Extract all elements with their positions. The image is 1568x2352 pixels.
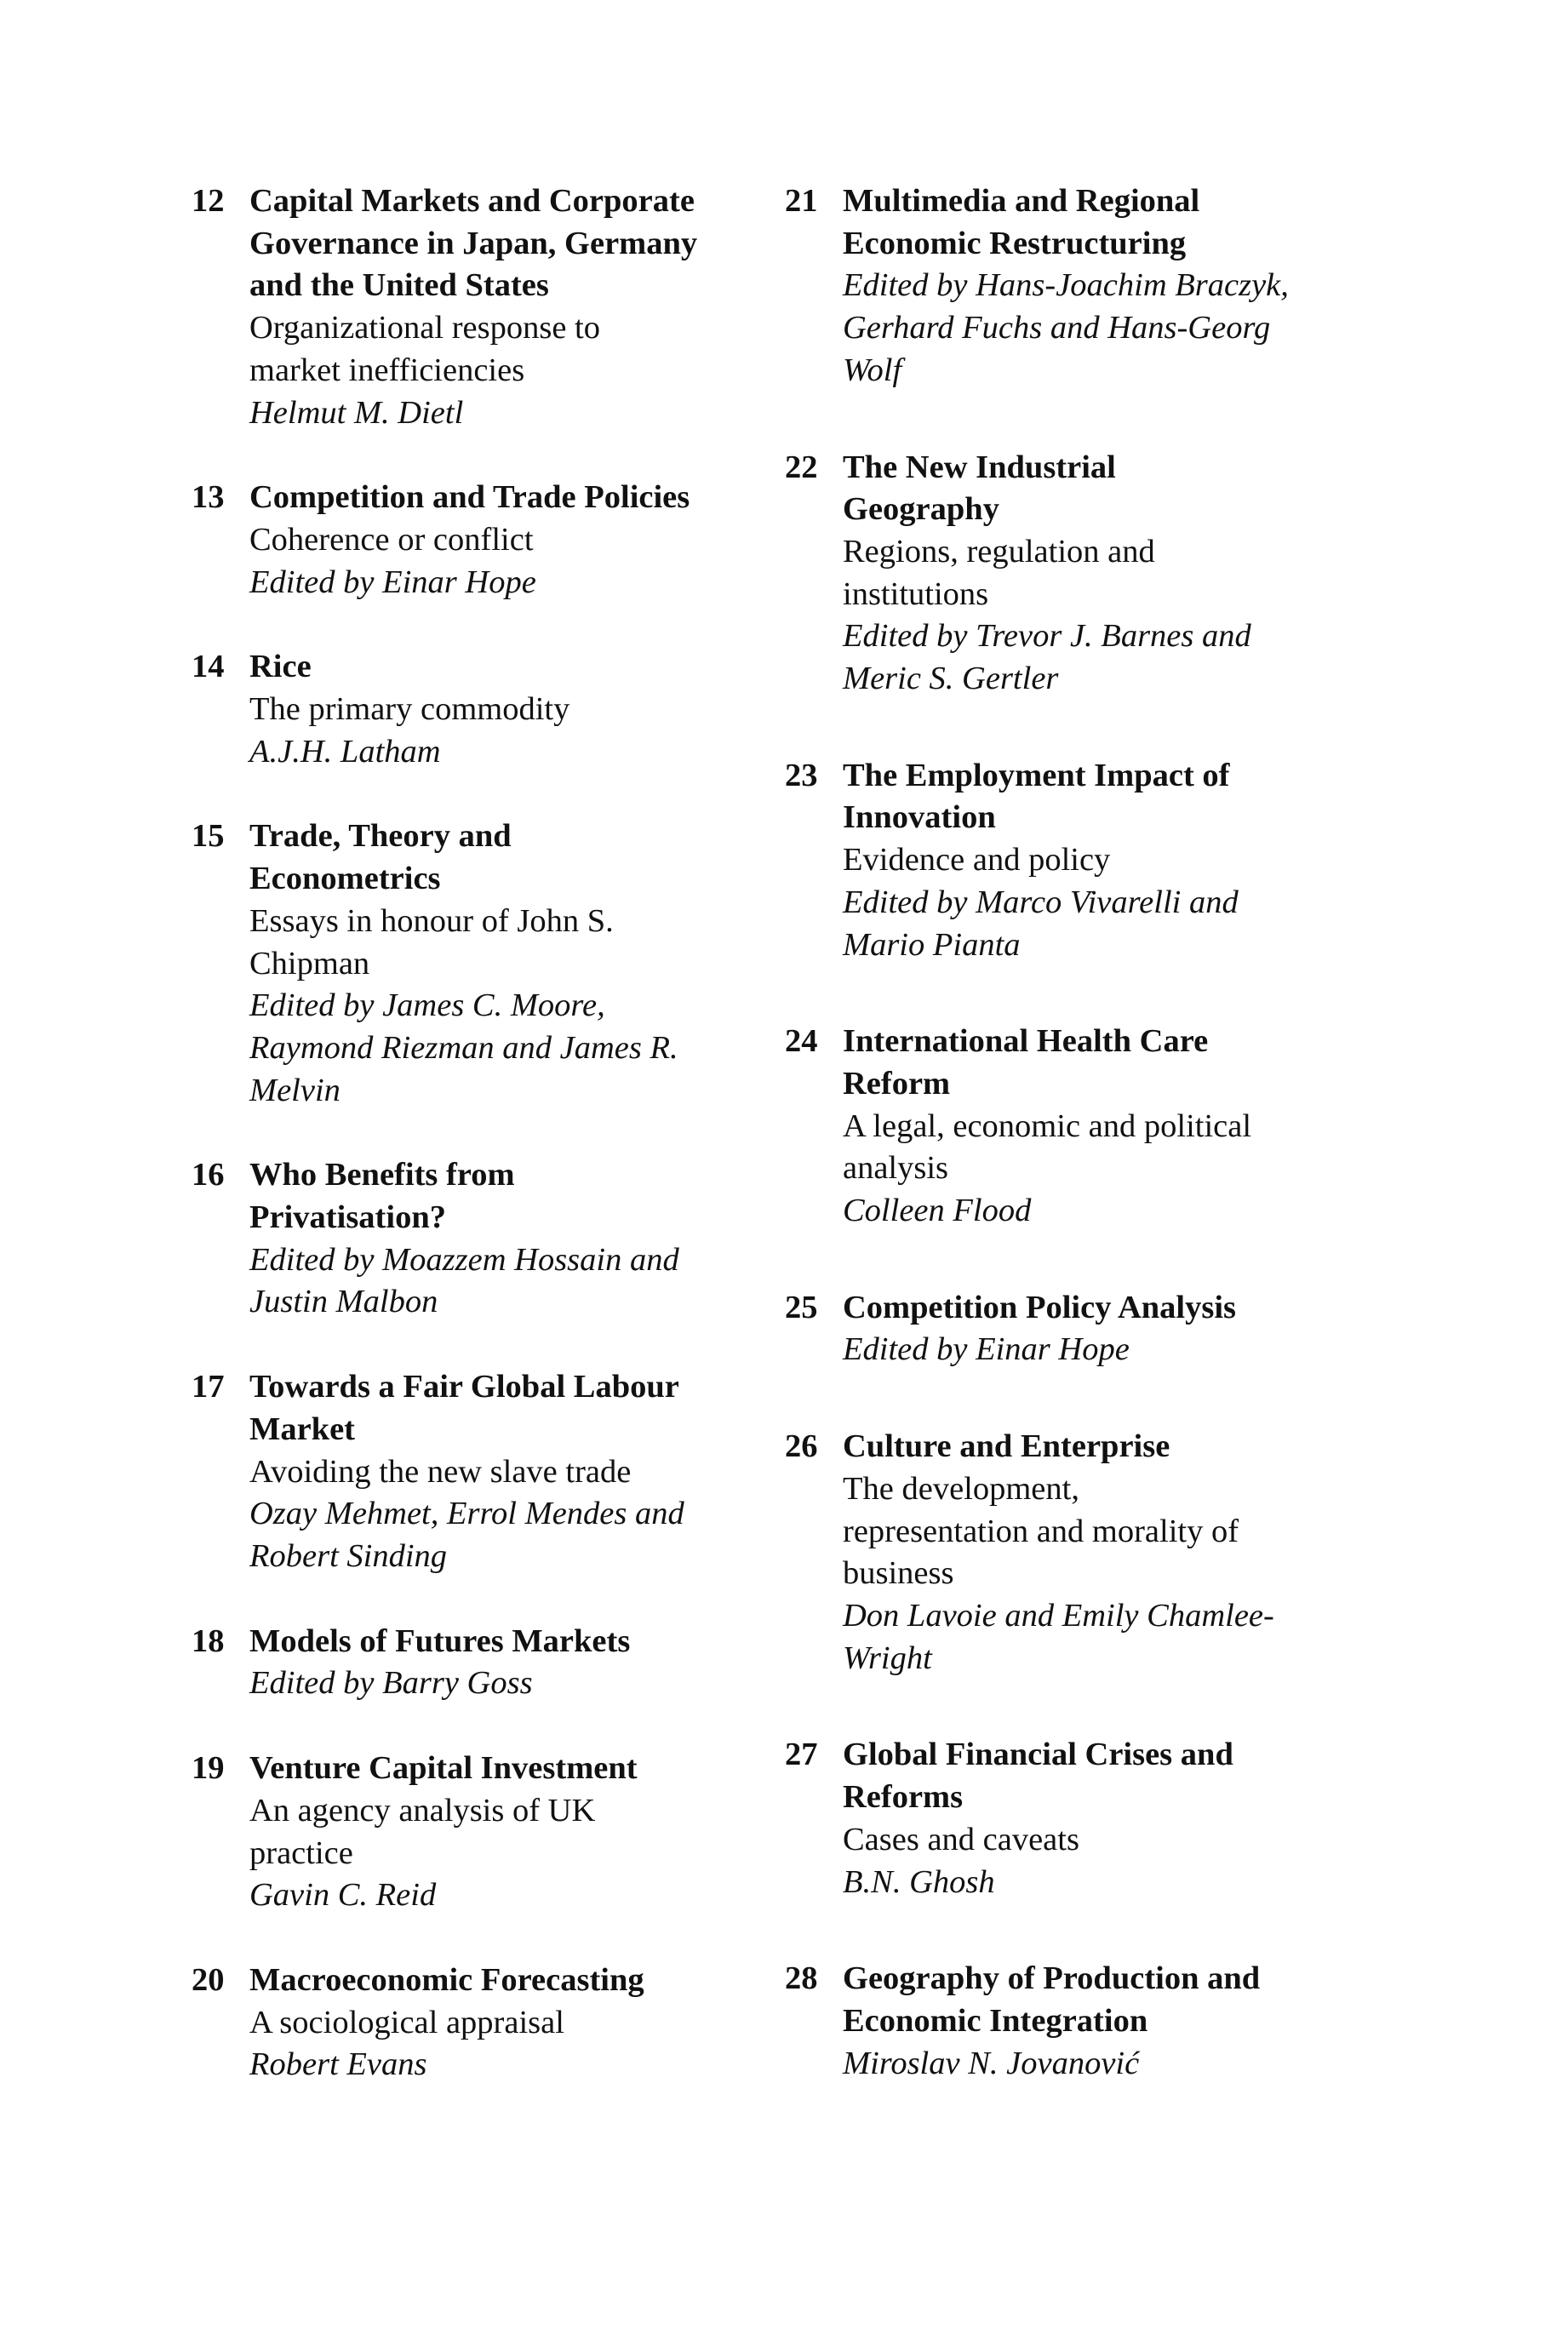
entry-author <box>249 392 770 435</box>
entry-title-line: Economic Restructuring <box>843 225 1187 261</box>
entry-title-line: Reforms <box>843 1779 964 1816</box>
entry-number: 27 <box>785 1737 818 1773</box>
entry-subtitle-line: Evidence and policy <box>843 842 1111 878</box>
entry-subtitle-line: representation and morality of <box>843 1513 1239 1549</box>
entry-number: 13 <box>192 479 225 516</box>
entry-title-line: Innovation <box>843 799 996 836</box>
entry-subtitle <box>249 689 770 731</box>
entry-subtitle-line: An agency analysis of UK <box>249 1792 596 1828</box>
entry-subtitle-line: A sociological appraisal <box>249 2004 564 2040</box>
entry-subtitle-line: Organizational response to <box>249 310 600 346</box>
entry-title <box>249 815 770 900</box>
entry-author <box>249 562 770 604</box>
entry-author <box>249 1874 770 1917</box>
entry-author-line: Edited by Marco Vivarelli and <box>843 884 1239 920</box>
entry-number: 26 <box>785 1428 818 1465</box>
entry-subtitle-line: Cases and caveats <box>843 1821 1079 1857</box>
entry-title-line: Competition and Trade Policies <box>249 479 690 516</box>
series-entry <box>192 646 770 773</box>
entry-title <box>249 1366 770 1451</box>
entry-number: 24 <box>785 1023 818 1060</box>
entry-author <box>843 1862 1398 1904</box>
entry-author <box>249 1239 770 1324</box>
entry-number: 16 <box>192 1157 225 1193</box>
entry-title-line: The New Industrial <box>843 449 1116 485</box>
entry-subtitle <box>249 901 770 985</box>
entry-author-line: Robert Sinding <box>249 1537 448 1574</box>
entry-author-line: Justin Malbon <box>249 1284 438 1320</box>
entry-number: 23 <box>785 757 818 793</box>
entry-title <box>249 1621 770 1663</box>
series-entry <box>192 1621 770 1705</box>
entry-author-line: Edited by Einar Hope <box>249 564 536 600</box>
entry-author-line: Edited by Einar Hope <box>843 1331 1130 1368</box>
entry-title-line: Rice <box>249 649 312 685</box>
entry-author <box>843 882 1398 966</box>
entry-subtitle <box>843 531 1398 615</box>
series-entry <box>192 180 770 434</box>
entry-subtitle-line: practice <box>249 1834 353 1871</box>
entry-author-line: Gavin C. Reid <box>249 1877 437 1914</box>
entry-author-line: Edited by Trevor J. Barnes and <box>843 618 1251 655</box>
entry-author-line: Edited by Hans-Joachim Braczyk, <box>843 267 1289 304</box>
entry-number: 20 <box>192 1961 225 1998</box>
entry-author-line: Ozay Mehmet, Errol Mendes and <box>249 1496 684 1532</box>
entry-title-line: Geography <box>843 491 999 528</box>
entry-title-line: The Employment Impact of <box>843 757 1230 793</box>
entry-number: 12 <box>192 183 225 219</box>
entry-title <box>249 477 770 519</box>
entry-title-line: Governance in Japan, Germany <box>249 225 698 261</box>
entry-subtitle <box>843 839 1398 882</box>
entry-subtitle-line: A legal, economic and political <box>843 1107 1252 1144</box>
series-entry <box>785 180 1398 392</box>
entry-author-line: Mario Pianta <box>843 926 1021 963</box>
series-entry <box>785 1021 1398 1233</box>
entry-subtitle <box>843 1106 1398 1190</box>
entry-number: 21 <box>785 183 818 219</box>
series-entry <box>192 1748 770 1917</box>
entry-title <box>843 447 1398 531</box>
entry-title <box>249 646 770 689</box>
entry-number: 28 <box>785 1960 818 1997</box>
entry-title <box>249 1154 770 1239</box>
entry-title-line: and the United States <box>249 267 549 304</box>
series-entry <box>785 1958 1398 2085</box>
entry-author-line: Helmut M. Dietl <box>249 394 464 431</box>
entry-author-line: Wolf <box>843 352 902 388</box>
entry-number: 25 <box>785 1289 818 1325</box>
entry-number: 22 <box>785 449 818 485</box>
entry-title-line: Capital Markets and Corporate <box>249 183 695 219</box>
entry-title-line: International Health Care <box>843 1023 1209 1060</box>
entry-title-line: Macroeconomic Forecasting <box>249 1961 644 1998</box>
entry-author <box>843 1329 1398 1371</box>
entry-subtitle <box>249 1790 770 1874</box>
entry-title-line: Who Benefits from <box>249 1157 515 1193</box>
entry-title <box>249 1960 770 2002</box>
entry-title <box>843 1426 1398 1468</box>
entry-subtitle-line: Regions, regulation and <box>843 533 1155 569</box>
entry-subtitle-line: Coherence or conflict <box>249 521 534 558</box>
entry-subtitle-line: analysis <box>843 1150 949 1187</box>
entry-title-line: Geography of Production and <box>843 1960 1261 1997</box>
entry-author-line: Edited by Barry Goss <box>249 1665 533 1702</box>
entry-title-line: Models of Futures Markets <box>249 1622 631 1659</box>
entry-subtitle-line: business <box>843 1555 954 1592</box>
entry-author-line: Edited by James C. Moore, <box>249 987 605 1024</box>
entry-author <box>843 2043 1398 2086</box>
entry-title <box>843 755 1398 839</box>
entry-author-line: A.J.H. Latham <box>249 733 441 770</box>
entry-author-line: Wright <box>843 1640 932 1676</box>
entry-author <box>843 615 1398 700</box>
series-entry <box>785 1426 1398 1680</box>
entry-subtitle-line: Essays in honour of John S. <box>249 902 614 939</box>
entry-author <box>843 1595 1398 1680</box>
entry-author-line: Edited by Moazzem Hossain and <box>249 1241 679 1278</box>
series-entry <box>192 1960 770 2086</box>
entry-author-line: Don Lavoie and Emily Chamlee- <box>843 1597 1274 1634</box>
entry-author <box>249 1662 770 1705</box>
series-list-right-column <box>785 180 1398 2139</box>
series-entry <box>192 1154 770 1324</box>
entry-author-line: Miroslav N. Jovanović <box>843 2045 1140 2081</box>
entry-title <box>843 1021 1398 1105</box>
entry-title <box>249 180 770 307</box>
entry-author-line: Robert Evans <box>249 2046 427 2083</box>
series-entry <box>785 755 1398 967</box>
entry-subtitle-line: Chipman <box>249 945 370 981</box>
entry-title <box>843 1958 1398 2042</box>
entry-subtitle <box>843 1819 1398 1862</box>
entry-subtitle <box>843 1468 1398 1595</box>
entry-author <box>249 2044 770 2086</box>
entry-title-line: Market <box>249 1411 355 1447</box>
entry-subtitle-line: market inefficiencies <box>249 352 525 388</box>
entry-number: 17 <box>192 1369 225 1405</box>
entry-subtitle <box>249 519 770 562</box>
entry-author <box>249 985 770 1112</box>
entry-subtitle-line: institutions <box>843 575 989 612</box>
entry-subtitle-line: The primary commodity <box>249 691 570 728</box>
entry-title-line: Towards a Fair Global Labour <box>249 1369 679 1405</box>
entry-subtitle-line: The development, <box>843 1470 1079 1507</box>
series-entry <box>192 815 770 1112</box>
entry-title-line: Venture Capital Investment <box>249 1750 638 1787</box>
entry-subtitle <box>249 1451 770 1494</box>
series-entry <box>785 447 1398 701</box>
entry-author-line: B.N. Ghosh <box>843 1863 995 1900</box>
entry-title-line: Reform <box>843 1065 951 1102</box>
entry-author-line: Meric S. Gertler <box>843 661 1059 697</box>
entry-author <box>249 1493 770 1577</box>
entry-number: 14 <box>192 649 225 685</box>
entry-author <box>843 1190 1398 1233</box>
entry-subtitle <box>249 2002 770 2045</box>
entry-subtitle <box>249 307 770 392</box>
entry-title-line: Econometrics <box>249 861 441 897</box>
entry-title <box>249 1748 770 1790</box>
entry-number: 19 <box>192 1750 225 1787</box>
entry-title-line: Economic Integration <box>843 2002 1148 2039</box>
series-entry <box>192 1366 770 1578</box>
entry-title-line: Culture and Enterprise <box>843 1428 1170 1465</box>
entry-title <box>843 1734 1398 1818</box>
entry-number: 15 <box>192 818 225 855</box>
entry-title-line: Privatisation? <box>249 1199 446 1236</box>
entry-number: 18 <box>192 1622 225 1659</box>
entry-author-line: Colleen Flood <box>843 1193 1032 1229</box>
entry-title <box>843 180 1398 265</box>
entry-title-line: Competition Policy Analysis <box>843 1289 1237 1325</box>
series-list-left-column <box>192 180 770 2129</box>
series-entry <box>785 1734 1398 1903</box>
series-entry <box>192 477 770 604</box>
entry-author-line: Melvin <box>249 1072 340 1108</box>
entry-title-line: Global Financial Crises and <box>843 1737 1233 1773</box>
entry-author-line: Gerhard Fuchs and Hans-Georg <box>843 310 1271 346</box>
series-entry <box>785 1287 1398 1371</box>
entry-author <box>249 731 770 774</box>
entry-subtitle-line: Avoiding the new slave trade <box>249 1453 632 1490</box>
entry-title-line: Trade, Theory and <box>249 818 512 855</box>
entry-title-line: Multimedia and Regional <box>843 183 1200 219</box>
entry-title <box>843 1287 1398 1330</box>
entry-author <box>843 265 1398 392</box>
entry-author-line: Raymond Riezman and James R. <box>249 1029 678 1066</box>
